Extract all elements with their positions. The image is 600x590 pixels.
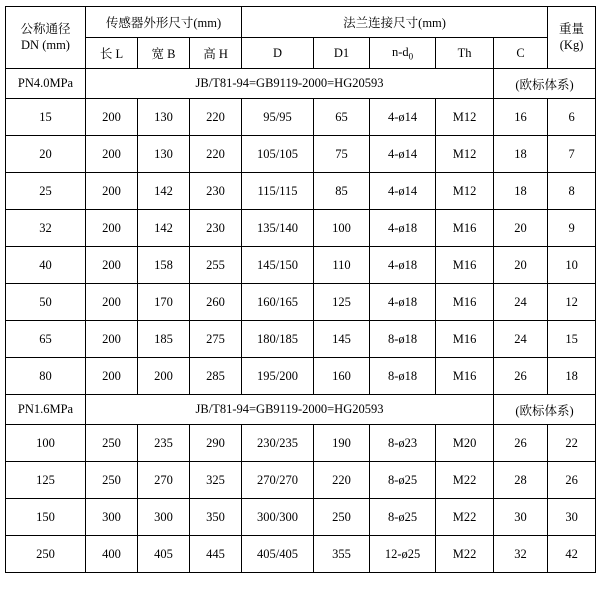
cell-d1: 190 xyxy=(314,425,370,462)
cell-b: 300 xyxy=(138,499,190,536)
table-row xyxy=(6,136,596,173)
cell-h: 255 xyxy=(190,247,242,284)
cell-l: 200 xyxy=(86,321,138,358)
header-nominal-diameter xyxy=(6,7,86,69)
cell-c: 28 xyxy=(494,462,548,499)
section-pressure-rating: PN1.6MPa xyxy=(6,395,86,425)
cell-dn: 15 xyxy=(6,99,86,136)
header-height-h: 高 H xyxy=(190,38,242,69)
cell-c: 18 xyxy=(494,173,548,210)
cell-d: 230/235 xyxy=(242,425,314,462)
cell-d: 180/185 xyxy=(242,321,314,358)
cell-weight: 26 xyxy=(548,462,596,499)
cell-n-d0: 8-ø23 xyxy=(370,425,436,462)
cell-d: 115/115 xyxy=(242,173,314,210)
cell-th: M12 xyxy=(436,136,494,173)
cell-l: 200 xyxy=(86,210,138,247)
cell-th: M22 xyxy=(436,499,494,536)
cell-d: 135/140 xyxy=(242,210,314,247)
cell-th: M16 xyxy=(436,210,494,247)
cell-h: 285 xyxy=(190,358,242,395)
cell-l: 300 xyxy=(86,499,138,536)
cell-d1: 75 xyxy=(314,136,370,173)
cell-weight: 6 xyxy=(548,99,596,136)
cell-d1: 100 xyxy=(314,210,370,247)
section-pressure-rating: PN4.0MPa xyxy=(6,69,86,99)
cell-dn: 32 xyxy=(6,210,86,247)
cell-c: 24 xyxy=(494,284,548,321)
cell-l: 200 xyxy=(86,358,138,395)
cell-n-d0: 4-ø18 xyxy=(370,284,436,321)
cell-b: 170 xyxy=(138,284,190,321)
cell-d1: 110 xyxy=(314,247,370,284)
cell-n-d0: 4-ø14 xyxy=(370,173,436,210)
section-header-row xyxy=(6,69,596,99)
specification-table xyxy=(5,6,596,573)
header-c: C xyxy=(494,38,548,69)
cell-d: 405/405 xyxy=(242,536,314,573)
cell-b: 200 xyxy=(138,358,190,395)
cell-c: 18 xyxy=(494,136,548,173)
table-header xyxy=(6,7,596,69)
cell-dn: 100 xyxy=(6,425,86,462)
cell-dn: 150 xyxy=(6,499,86,536)
table-row xyxy=(6,247,596,284)
cell-c: 32 xyxy=(494,536,548,573)
cell-th: M12 xyxy=(436,99,494,136)
cell-n-d0: 12-ø25 xyxy=(370,536,436,573)
cell-d1: 65 xyxy=(314,99,370,136)
cell-l: 400 xyxy=(86,536,138,573)
table-row xyxy=(6,536,596,573)
cell-weight: 42 xyxy=(548,536,596,573)
table-row xyxy=(6,210,596,247)
header-nominal-diameter-line1: 公称通径 xyxy=(20,21,71,36)
cell-weight: 10 xyxy=(548,247,596,284)
cell-h: 445 xyxy=(190,536,242,573)
cell-b: 185 xyxy=(138,321,190,358)
table-row xyxy=(6,99,596,136)
cell-weight: 30 xyxy=(548,499,596,536)
cell-th: M22 xyxy=(436,536,494,573)
cell-d: 160/165 xyxy=(242,284,314,321)
table-row xyxy=(6,284,596,321)
cell-b: 270 xyxy=(138,462,190,499)
table-row xyxy=(6,425,596,462)
cell-l: 200 xyxy=(86,99,138,136)
cell-weight: 18 xyxy=(548,358,596,395)
cell-th: M16 xyxy=(436,358,494,395)
header-n-d0-prefix: n-d xyxy=(391,44,409,59)
section-note: (欧标体系) xyxy=(494,69,596,99)
cell-d: 145/150 xyxy=(242,247,314,284)
cell-h: 230 xyxy=(190,210,242,247)
cell-th: M20 xyxy=(436,425,494,462)
cell-h: 260 xyxy=(190,284,242,321)
cell-c: 24 xyxy=(494,321,548,358)
section-standard: JB/T81-94=GB9119-2000=HG20593 xyxy=(86,395,494,425)
cell-b: 130 xyxy=(138,99,190,136)
header-row-groups xyxy=(6,7,596,38)
cell-l: 250 xyxy=(86,462,138,499)
cell-n-d0: 8-ø18 xyxy=(370,321,436,358)
cell-dn: 25 xyxy=(6,173,86,210)
table-row xyxy=(6,321,596,358)
cell-d1: 160 xyxy=(314,358,370,395)
cell-d: 300/300 xyxy=(242,499,314,536)
cell-n-d0: 8-ø18 xyxy=(370,358,436,395)
cell-weight: 9 xyxy=(548,210,596,247)
cell-th: M16 xyxy=(436,247,494,284)
cell-weight: 15 xyxy=(548,321,596,358)
cell-h: 220 xyxy=(190,99,242,136)
cell-l: 200 xyxy=(86,173,138,210)
header-n-d0 xyxy=(370,38,436,69)
table-row xyxy=(6,499,596,536)
cell-h: 220 xyxy=(190,136,242,173)
header-weight-line1: 重量 xyxy=(559,21,585,36)
table-row xyxy=(6,462,596,499)
header-th: Th xyxy=(436,38,494,69)
cell-d: 105/105 xyxy=(242,136,314,173)
section-standard: JB/T81-94=GB9119-2000=HG20593 xyxy=(86,69,494,99)
cell-d1: 250 xyxy=(314,499,370,536)
header-weight-line2: (Kg) xyxy=(559,37,584,52)
cell-n-d0: 4-ø18 xyxy=(370,210,436,247)
cell-c: 20 xyxy=(494,247,548,284)
cell-dn: 80 xyxy=(6,358,86,395)
table-body xyxy=(6,69,596,573)
cell-d1: 220 xyxy=(314,462,370,499)
cell-h: 230 xyxy=(190,173,242,210)
cell-h: 290 xyxy=(190,425,242,462)
cell-dn: 20 xyxy=(6,136,86,173)
cell-c: 20 xyxy=(494,210,548,247)
cell-d1: 125 xyxy=(314,284,370,321)
cell-l: 200 xyxy=(86,136,138,173)
cell-n-d0: 4-ø14 xyxy=(370,136,436,173)
cell-b: 158 xyxy=(138,247,190,284)
header-d1: D1 xyxy=(314,38,370,69)
header-nominal-diameter-line2: DN (mm) xyxy=(21,37,70,52)
header-row-columns xyxy=(6,38,596,69)
cell-l: 200 xyxy=(86,247,138,284)
cell-c: 26 xyxy=(494,425,548,462)
cell-l: 200 xyxy=(86,284,138,321)
cell-b: 142 xyxy=(138,210,190,247)
cell-c: 30 xyxy=(494,499,548,536)
cell-c: 16 xyxy=(494,99,548,136)
cell-dn: 40 xyxy=(6,247,86,284)
cell-th: M16 xyxy=(436,284,494,321)
cell-l: 250 xyxy=(86,425,138,462)
cell-b: 130 xyxy=(138,136,190,173)
cell-n-d0: 4-ø14 xyxy=(370,99,436,136)
cell-c: 26 xyxy=(494,358,548,395)
header-width-b: 宽 B xyxy=(138,38,190,69)
cell-dn: 65 xyxy=(6,321,86,358)
cell-b: 142 xyxy=(138,173,190,210)
cell-h: 275 xyxy=(190,321,242,358)
cell-n-d0: 8-ø25 xyxy=(370,499,436,536)
cell-d1: 145 xyxy=(314,321,370,358)
header-d: D xyxy=(242,38,314,69)
cell-weight: 7 xyxy=(548,136,596,173)
table-row xyxy=(6,173,596,210)
cell-th: M22 xyxy=(436,462,494,499)
header-n-d0-subscript: 0 xyxy=(408,51,414,62)
section-note: (欧标体系) xyxy=(494,395,596,425)
cell-h: 325 xyxy=(190,462,242,499)
cell-d1: 355 xyxy=(314,536,370,573)
cell-b: 405 xyxy=(138,536,190,573)
cell-weight: 12 xyxy=(548,284,596,321)
cell-d: 195/200 xyxy=(242,358,314,395)
cell-weight: 8 xyxy=(548,173,596,210)
cell-th: M12 xyxy=(436,173,494,210)
cell-d1: 85 xyxy=(314,173,370,210)
header-sensor-dimensions: 传感器外形尺寸(mm) xyxy=(86,7,242,38)
header-weight xyxy=(548,7,596,69)
cell-dn: 50 xyxy=(6,284,86,321)
table-row xyxy=(6,358,596,395)
cell-d: 95/95 xyxy=(242,99,314,136)
cell-n-d0: 4-ø18 xyxy=(370,247,436,284)
cell-n-d0: 8-ø25 xyxy=(370,462,436,499)
cell-dn: 125 xyxy=(6,462,86,499)
cell-d: 270/270 xyxy=(242,462,314,499)
section-header-row xyxy=(6,395,596,425)
cell-th: M16 xyxy=(436,321,494,358)
cell-b: 235 xyxy=(138,425,190,462)
cell-weight: 22 xyxy=(548,425,596,462)
header-length-l: 长 L xyxy=(86,38,138,69)
cell-h: 350 xyxy=(190,499,242,536)
cell-dn: 250 xyxy=(6,536,86,573)
header-flange-dimensions: 法兰连接尺寸(mm) xyxy=(242,7,548,38)
